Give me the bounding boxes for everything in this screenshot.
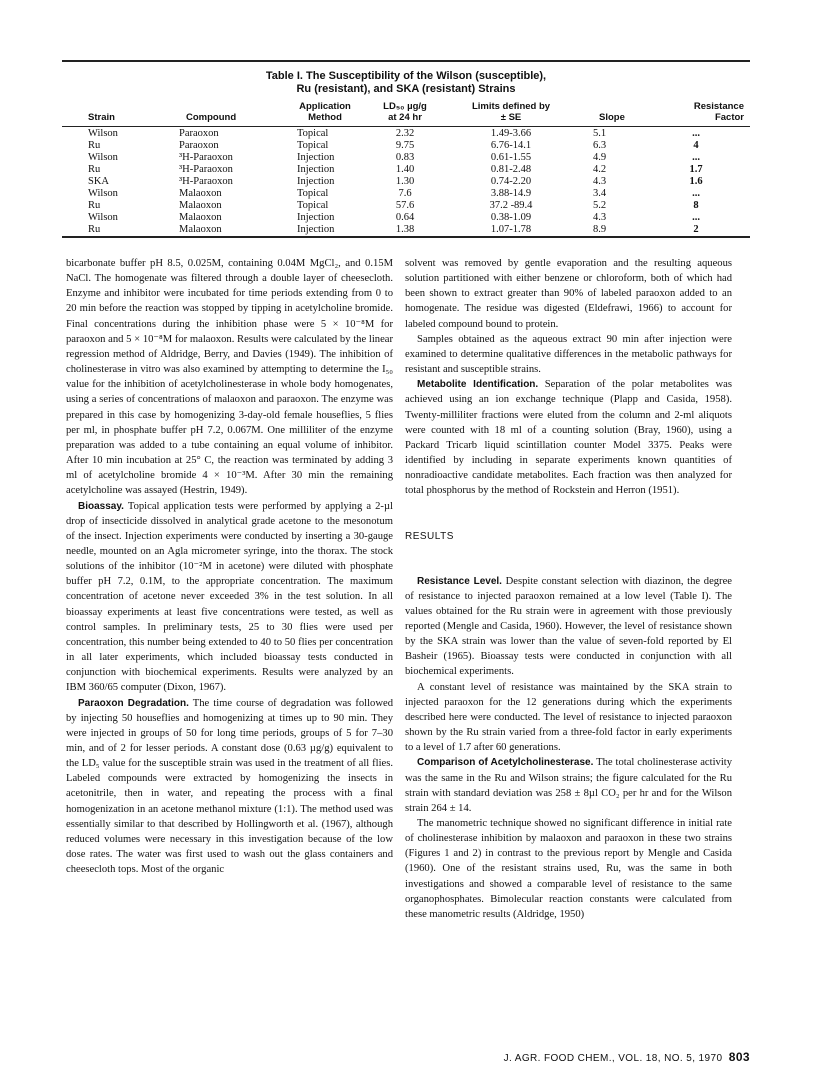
cell-strain: SKA (88, 176, 110, 187)
run-in-heading: Paraoxon Degradation. (78, 697, 189, 709)
cell-compound: ³H-Paraoxon (179, 164, 233, 175)
header-slope: Slope (599, 112, 625, 123)
section-gap (405, 544, 732, 574)
run-in-heading: Resistance Level. (417, 575, 502, 587)
cell-limits: 1.49-3.66 (490, 128, 532, 139)
table-bottom-rule (62, 236, 750, 238)
table-row (0, 152, 813, 164)
cell-slope: 4.9 (593, 152, 607, 163)
cell-slope: 4.2 (593, 164, 607, 175)
cell-limits: 1.07-1.78 (490, 224, 532, 235)
run-in-heading: Metabolite Identification. (417, 379, 539, 391)
section-gap (405, 499, 732, 529)
header-ld50-2: at 24 hr (388, 112, 422, 123)
cell-method: Topical (297, 128, 329, 139)
header-ld50-1: LD₅₀ µg/g (383, 101, 427, 112)
paragraph: solvent was removed by gentle evaporation and the resulting aqueous solution partitioned with either benzene or chloroform, both of which had been shown to extract greater than 90% of labeled paraoxon added to an homogenate. The residue was digested (Eldefrawi, 1966) to account for labeled compound bound to protein. (405, 258, 732, 330)
paragraph: Samples obtained as the aqueous extract 90 min after injection were examined to determine qualitative differences in the metabolic pathways for resistant and susceptible strains. (405, 333, 732, 376)
cell-compound: ³H-Paraoxon (179, 152, 233, 163)
cell-method: Topical (297, 140, 329, 151)
cell-limits: 6.76-14.1 (490, 140, 532, 151)
cell-method: Injection (297, 224, 335, 235)
cell-strain: Ru (88, 200, 101, 211)
paragraph-comparison (405, 755, 732, 816)
page-number: 803 (728, 1050, 750, 1064)
cell-limits: 0.38-1.09 (490, 212, 532, 223)
cell-ld50: 9.75 (395, 140, 415, 151)
header-strain: Strain (88, 112, 115, 123)
cell-ld50: 1.38 (395, 224, 415, 235)
cell-factor: 1.7 (689, 164, 703, 175)
cell-ld50: 1.30 (395, 176, 415, 187)
cell-slope: 8.9 (593, 224, 607, 235)
cell-ld50: 0.64 (395, 212, 415, 223)
paragraph-metabolite (405, 377, 732, 498)
cell-ld50: 0.83 (395, 152, 415, 163)
cell-limits: 0.74-2.20 (490, 176, 532, 187)
table-row (0, 212, 813, 224)
cell-limits: 37.2 -89.4 (489, 200, 533, 211)
cell-factor: 4 (693, 140, 699, 151)
cell-strain: Ru (88, 224, 101, 235)
header-factor-2: Factor (714, 112, 744, 123)
cell-method: Injection (297, 176, 335, 187)
cell-compound: Malaoxon (179, 212, 222, 223)
cell-method: Injection (297, 164, 335, 175)
run-in-heading: Bioassay. (78, 500, 124, 512)
cell-strain: Ru (88, 164, 101, 175)
table-row (0, 164, 813, 176)
paragraph-degradation (66, 696, 393, 878)
table-top-rule (62, 60, 750, 62)
run-in-heading: Comparison of Acetylcholinesterase. (417, 757, 594, 769)
cell-ld50: 57.6 (395, 200, 415, 211)
cell-method: Injection (297, 212, 335, 223)
cell-compound: Paraoxon (179, 140, 219, 151)
cell-compound: ³H-Paraoxon (179, 176, 233, 187)
cell-compound: Malaoxon (179, 188, 222, 199)
table-caption-line1: Table I. The Susceptibility of the Wilson (susceptible), (265, 70, 547, 82)
cell-limits: 0.61-1.55 (490, 152, 532, 163)
paragraph-resistance (405, 574, 732, 680)
cell-slope: 6.3 (593, 140, 607, 151)
cell-factor: ... (692, 212, 700, 223)
cell-strain: Wilson (88, 128, 118, 139)
table-row (0, 224, 813, 236)
cell-compound: Malaoxon (179, 224, 222, 235)
cell-ld50: 1.40 (395, 164, 415, 175)
table-header-rule (62, 126, 750, 127)
cell-factor: 2 (693, 224, 699, 235)
paragraph: bicarbonate buffer pH 8.5, 0.025M, containing 0.04M MgCl₂, and 0.15M NaCl. The homogenate was filtered through a double layer of cheesecloth. Enzyme and inhibitor were incubated for time periods extending from 0 to 20 min before the reaction was stopped by tipping in acetylcholine bromide. Final concentrations during the inhibition phase were 5 × 10⁻⁸M for paraoxon and 5 × 10⁻⁸M for malaoxon. Results were calculated by the linear regression method of Aldridge, Berry, and Davies (1949). The inhibition of cholinesterase in vitro was also examined by attempting to determine the I₅₀ value for the inhibition of acetylcholinesterase in whole body homogenates, using a series of concentrations of malaoxon and paraoxon. The enzyme was prepared in this case by homogenizing 3-day-old female houseflies, 5 flies per ml, in phosphate buffer pH 7.2, 0.067M. One milliliter of the enzyme preparation was added to a tube containing an equal volume of inhibitor. After 10 min incubation at 25° C, the reaction was terminated by adding 3 ml of acetylcholine bromide 4 × 10⁻³M. After 30 min the remaining acetylcholine was assayed (Hestrin, 1949). (66, 258, 393, 497)
cell-limits: 0.81-2.48 (490, 164, 532, 175)
cell-strain: Wilson (88, 212, 118, 223)
cell-method: Topical (297, 188, 329, 199)
cell-factor: ... (692, 128, 700, 139)
cell-slope: 4.3 (593, 176, 607, 187)
cell-factor: ... (692, 188, 700, 199)
cell-method: Topical (297, 200, 329, 211)
header-limits-2: ± SE (500, 112, 522, 123)
table-row (0, 200, 813, 212)
paragraph: A constant level of resistance was maintained by the SKA strain to injected paraoxon for the 12 generations during which the experiments described here were conducted. The level of resistance to injected paraoxon shown by the Ru strain varied from a three-fold factor in early experiments to a level of 1.7 after 60 generations. (405, 681, 732, 754)
right-column (405, 256, 732, 922)
header-limits-1: Limits defined by (471, 101, 551, 112)
paragraph-text: Despite constant selection with diazinon, the degree of resistance to injected paraoxon remained at a low level (Table I). The values obtained for the Ru strain were in agreement with those previously reported (Mengle and Casida, 1960). However, the level of resistance shown by the SKA strain was lower than the value of seven-fold reported by El Basheir (1965). Bioassay tests were conducted in conjunction with all biochemical experiments. (405, 575, 732, 678)
cell-method: Injection (297, 152, 335, 163)
cell-ld50: 2.32 (395, 128, 415, 139)
paragraph-bioassay (66, 499, 393, 696)
cell-slope: 4.3 (593, 212, 607, 223)
cell-slope: 5.1 (593, 128, 607, 139)
table-caption-line2: Ru (resistant), and SKA (resistant) Strains (296, 83, 516, 95)
cell-factor: ... (692, 152, 700, 163)
header-method-1: Application (299, 101, 351, 112)
cell-strain: Ru (88, 140, 101, 151)
left-column (66, 256, 393, 877)
cell-factor: 1.6 (689, 176, 703, 187)
paragraph-text: Topical application tests were performed by applying a 2-µl drop of insecticide dissolved in analytical grade acetone to the mesonotum of the insect. Injection experiments were conducted by inserting a 30-gauge needle, mounted on an Agla micrometer syringe, into the thorax. The stock solutions of the inhibitor (10⁻²M in acetone) were diluted with phosphate buffer pH 7.2, 0.1M, to the appropriate concentration. The maximum concentration of acetone never exceeded 3% in the test solution. In all bioassay experiments at least five concentrations were tested, as well as control samples. In preliminary tests, 25 to 30 flies were used per concentration, this number being extended to 40 to 50 flies per concentration in all later experiments, which included bioassay tests conducted in conjunction with biochemical experiments. Results were analyzed by an IBM 360/65 computer (Dixon, 1967). (66, 500, 393, 694)
cell-compound: Malaoxon (179, 200, 222, 211)
cell-slope: 3.4 (593, 188, 607, 199)
cell-slope: 5.2 (593, 200, 607, 211)
table-row (0, 176, 813, 188)
header-factor-1: Resistance (693, 101, 744, 112)
section-heading-results: RESULTS (405, 530, 454, 542)
header-compound: Compound (186, 112, 237, 123)
table-row (0, 188, 813, 200)
paragraph: The manometric technique showed no significant difference in initial rate of cholinesterase inhibition by malaoxon and paraoxon in these two strains (Figures 1 and 2) in contrast to the previous report by Mengle and Casida (1960). One of the resistant strains used, Ru, was the same in both investigations and showed a comparable level of resistance to the same organophosphates. Bimolecular reaction constants were calculated from these manometric results (Aldridge, 1950) (405, 818, 732, 920)
page-footer (420, 1050, 750, 1064)
table-row (0, 140, 813, 152)
cell-strain: Wilson (88, 152, 118, 163)
paragraph-text: The time course of degradation was followed by injecting 50 houseflies and homogenizing at times up to 90 min. They were injected in groups of 50 for long time periods, groups of 5 for 7–30 min, and of 2 for lesser periods. A constant dose (0.63 µg/g) equivalent to the LD₅ value for the susceptible strain was used in the treatment of all flies. Labeled compounds were extracted by homogenizing the insects in acetonitrile, then in water, and repeating the process with a final homogenization in an acetone methanol mixture (1:1). The method used was essentially similar to that described by Hollingworth et al. (1967), although reduced volumes were necessary in this investigation because of the low dose rates. The water was first used to wash out the glass containers and cheesecloth tops. Most of the organic (66, 697, 394, 876)
cell-compound: Paraoxon (179, 128, 219, 139)
table-row (0, 128, 813, 140)
journal-citation: J. AGR. FOOD CHEM., VOL. 18, NO. 5, 1970 (503, 1053, 723, 1064)
paragraph-text: Separation of the polar metabolites was achieved using an ion exchange technique (Plapp and Casida, 1958). Twenty-milliliter fractions were eluted from the column and 2-ml aliquots were counted with 18 ml of a counting solution (Bray, 1960), using a Packard Tricarb liquid scintillation counter Model 3375. Peaks were identified by including in separate experiments known quantities of nonradioactive candidate metabolites. Each fraction was then analyzed for total phosphorus by the method of Rockstein and Herron (1951). (405, 379, 732, 497)
cell-limits: 3.88-14.9 (490, 188, 532, 199)
cell-factor: 8 (693, 200, 699, 211)
cell-ld50: 7.6 (398, 188, 412, 199)
paragraph-text: The total cholinesterase activity was the same in the Ru and Wilson strains; the figure calculated for the Ru strain with standard deviation was 258 ± 8µl CO₂ per hr and for the Wilson strain 264 ± 14. (405, 757, 732, 814)
cell-strain: Wilson (88, 188, 118, 199)
header-method-2: Method (308, 112, 342, 123)
